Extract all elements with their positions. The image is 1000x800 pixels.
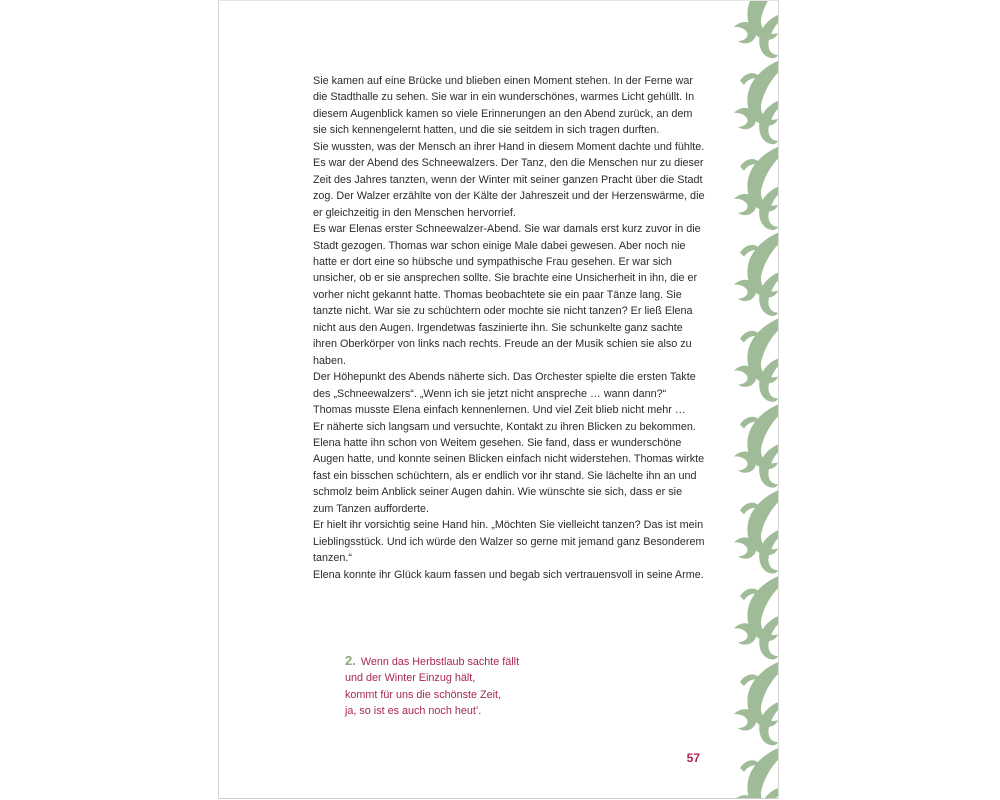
paragraph: Elena konnte ihr Glück kaum fassen und begab sich vertrauensvoll in seine Arme. <box>313 568 704 581</box>
floral-border-icon <box>730 1 778 799</box>
verse-line: und der Winter Einzug hält, <box>345 672 476 685</box>
verse-line: ja, so ist es auch noch heut’. <box>345 705 482 718</box>
paragraph: Sie wussten, was der Mensch an ihrer Hand in diesem Moment dachte und fühlte. <box>313 140 705 153</box>
paragraph: Elena hatte ihn schon von Weitem gesehen. Sie fand, dass er wunderschöne Augen hatte, und konnte seinen Blicken einfach nicht widerstehen. Thomas wirkte fast ein bisschen schüchtern, als er endlich vor ihr stand. Sie lächelte ihn an und schmolz beim Anblick seiner Augen dahin. Wie wünschte sie sich, dass er sie zum Tanzen aufforderte. <box>313 436 705 515</box>
story-text <box>313 73 705 583</box>
paragraph: Er näherte sich langsam und versuchte, Kontakt zu ihren Blicken zu bekommen. <box>313 420 696 433</box>
page-number: 57 <box>686 751 700 765</box>
song-verse <box>345 653 519 720</box>
paragraph: Er hielt ihr vorsichtig seine Hand hin. „Möchten Sie vielleicht tanzen? Das ist mein Lieblingsstück. Und ich würde den Walzer so gerne mit jemand ganz Besonderem tanzen.“ <box>313 519 705 565</box>
verse-number: 2. <box>345 653 356 668</box>
paragraph: Es war der Abend des Schneewalzers. Der Tanz, den die Menschen nur zu dieser Zeit des Jahres tanzten, wenn der Winter mit seiner ganzen Pracht über die Stadt zog. Der Walzer erzählte von der Kälte der Jahreszeit und der Herzenswärme, die er gleichzeitig in den Menschen hervorrief. <box>313 157 705 219</box>
verse-line: kommt für uns die schönste Zeit, <box>345 688 502 701</box>
paragraph: Sie kamen auf eine Brücke und blieben einen Moment stehen. In der Ferne war die Stadthalle zu sehen. Sie war in ein wunderschönes, warmes Licht gehüllt. In diesem Augenblick kamen so viele Erinnerungen an den Abend zurück, an dem sie sich kennengelernt hatten, und die sie seitdem in sich tragen durften. <box>313 75 695 137</box>
paragraph: Der Höhepunkt des Abends näherte sich. Das Orchester spielte die ersten Takte des „Schneewalzers“. „Wenn ich sie jetzt nicht anspreche … wann dann?“ Thomas musste Elena einfach kennenlernen. Und viel Zeit blieb nicht mehr … <box>313 371 696 417</box>
verse-line-text: Wenn das Herbstlaub sachte fällt <box>360 656 520 668</box>
paragraph: Es war Elenas erster Schneewalzer-Abend. Sie war damals erst kurz zuvor in die Stadt gezogen. Thomas war schon einige Male dabei gewesen. Aber noch nie hatte er dort eine so hübsche und sympathische Frau gesehen. Er war sich unsicher, ob er sie ansprechen sollte. Sie brachte eine Unsicherheit in ihn, die er vorher nicht gekannt hatte. Thomas beobachtete sie ein paar Tänze lang. Sie tanzte nicht. War sie zu schüchtern oder mochte sie nicht tanzen? Er ließ Elena nicht aus den Augen. Irgendetwas faszinierte ihn. Sie schunkelte ganz sachte ihren Oberkörper von links nach rechts. Freude an der Musik schien sie also zu haben. <box>313 223 701 367</box>
verse-line <box>345 653 519 670</box>
book-page <box>218 0 779 799</box>
